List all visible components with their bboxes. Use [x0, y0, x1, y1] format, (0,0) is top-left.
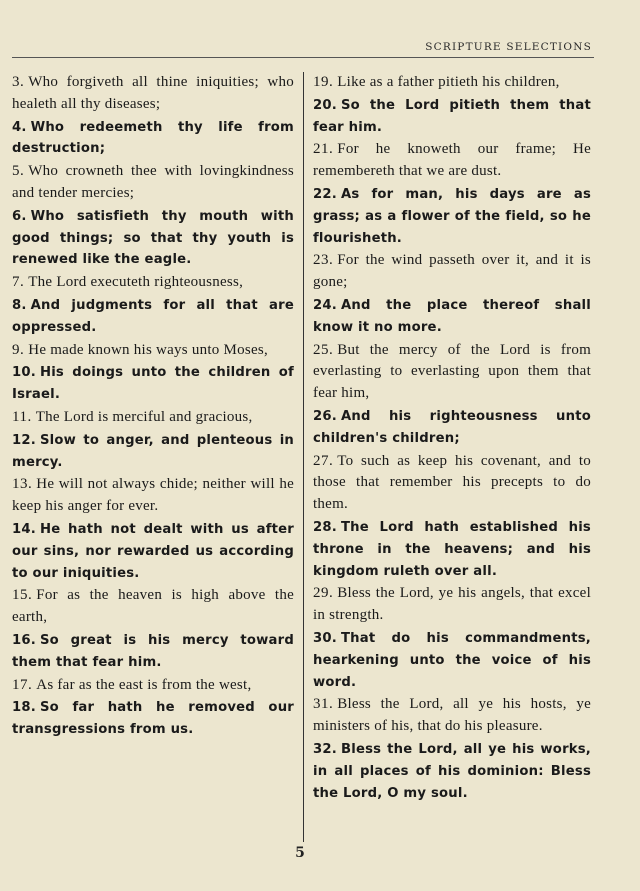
verse-number: 31. [313, 696, 334, 713]
verse-text: Slow to anger, and plenteous in mercy. [12, 432, 294, 470]
verse-text: Who forgiveth all thine iniquities; who healeth all thy diseases; [12, 74, 294, 112]
verse-number: 27. [313, 452, 334, 469]
verse-number: 16. [12, 632, 36, 648]
verse-number: 22. [313, 186, 337, 202]
verse [12, 407, 294, 429]
verse-number: 7. [12, 274, 25, 291]
verse [313, 628, 591, 693]
verse [12, 362, 294, 406]
verse-text: He will not always chide; neither will he keep his anger for ever. [12, 476, 294, 515]
verse-number: 10. [12, 365, 36, 381]
verse [313, 340, 591, 405]
verse-text: Bless the Lord, all ye his works, in all places of his dominion: Bless the Lord, O my soul. [313, 741, 591, 801]
verse [313, 295, 591, 339]
verse-number: 32. [313, 741, 337, 757]
page-number: 5 [295, 845, 305, 861]
verse-number: 3. [12, 74, 25, 90]
verse [12, 206, 294, 271]
verse [12, 430, 294, 474]
verse-text: He hath not dealt with us after our sins, nor rewarded us according to our iniquities. [12, 521, 294, 581]
verse [313, 95, 591, 139]
verse-text: To such as keep his covenant, and to those that remember his precepts to do them. [313, 452, 591, 513]
verse-number: 23. [313, 252, 334, 269]
verse-text: And the place thereof shall know it no more. [313, 297, 591, 335]
verse-text: As far as the east is from the west, [36, 676, 252, 693]
verse-number: 24. [313, 297, 337, 313]
verse-text: So the Lord pitieth them that fear him. [313, 97, 591, 135]
verse-number: 15. [12, 587, 33, 604]
verse-number: 18. [12, 700, 36, 716]
verse [12, 675, 294, 697]
verse-number: 8. [12, 297, 27, 313]
verse-text: Bless the Lord, ye his angels, that excel in strength. [313, 585, 591, 624]
verse-text: And judgments for all that are oppressed. [12, 297, 294, 335]
verse [12, 630, 294, 674]
verse-number: 19. [313, 74, 334, 90]
verse-text: Like as a father pitieth his children, [337, 74, 560, 90]
verse [313, 184, 591, 249]
verse-text: The Lord hath established his throne in the heavens; and his kingdom ruleth over all. [313, 519, 591, 579]
verse-text: So far hath he removed our transgressions from us. [12, 700, 294, 738]
verse-number: 5. [12, 163, 25, 180]
verse [12, 72, 294, 116]
verse [313, 250, 591, 294]
verse [313, 583, 591, 627]
verse-number: 26. [313, 408, 337, 424]
verse [12, 272, 294, 294]
verse [313, 451, 591, 516]
verse-number: 12. [12, 432, 36, 448]
verse-number: 30. [313, 630, 337, 646]
verse [313, 139, 591, 183]
verse-text: But the mercy of the Lord is from everlasting to everlasting upon them that fear him, [313, 341, 591, 402]
verse-number: 17. [12, 676, 33, 693]
verse [12, 295, 294, 339]
verse [12, 117, 294, 161]
verse-number: 14. [12, 521, 36, 537]
verse-number: 25. [313, 341, 334, 358]
verse [12, 697, 294, 741]
verse-text: Bless the Lord, all ye his hosts, ye ministers of his, that do his pleasure. [313, 696, 591, 735]
verse-text: For he knoweth our frame; He remembereth that we are dust. [313, 141, 591, 180]
verse-number: 13. [12, 476, 33, 493]
verse-number: 29. [313, 585, 334, 602]
verse [313, 72, 591, 94]
header-rule [12, 57, 594, 58]
verse-text: And his righteousness unto children's children; [313, 408, 591, 446]
verse [12, 161, 294, 205]
verse [12, 519, 294, 584]
left-column [12, 72, 294, 742]
verse-number: 21. [313, 141, 334, 158]
verse-text: Who crowneth thee with lovingkindness and tender mercies; [12, 163, 294, 201]
verse-number: 28. [313, 519, 337, 535]
verse-text: So great is his mercy toward them that fear him. [12, 632, 294, 670]
verse-number: 11. [12, 408, 32, 425]
verse [313, 739, 591, 804]
verse-text: For the wind passeth over it, and it is gone; [313, 252, 591, 291]
verse-text: Who redeemeth thy life from destruction; [12, 119, 294, 157]
verse-text: As for man, his days are as grass; as a flower of the field, so he flourisheth. [313, 186, 591, 246]
verse [12, 340, 294, 362]
verse-number: 9. [12, 341, 25, 358]
verse-text: The Lord is merciful and gracious, [35, 408, 253, 425]
verse-text: That do his commandments, hearkening unto the voice of his word. [313, 630, 591, 690]
verse [313, 406, 591, 450]
verse [12, 585, 294, 629]
verse-text: Who satisfieth thy mouth with good things; so that thy youth is renewed like the eagle. [12, 208, 294, 268]
verse-number: 4. [12, 119, 27, 135]
verse-number: 20. [313, 97, 337, 113]
verse-text: For as the heaven is high above the earth, [12, 587, 294, 626]
running-header: SCRIPTURE SELECTIONS [425, 41, 592, 53]
verse [313, 517, 591, 582]
column-divider [303, 72, 304, 842]
verse [12, 474, 294, 518]
right-column [313, 72, 591, 805]
verse-text: He made known his ways unto Moses, [28, 341, 268, 358]
verse-text: The Lord executeth righteousness, [28, 274, 244, 291]
verse-text: His doings unto the children of Israel. [12, 365, 294, 403]
verse-number: 6. [12, 208, 27, 224]
verse [313, 694, 591, 738]
